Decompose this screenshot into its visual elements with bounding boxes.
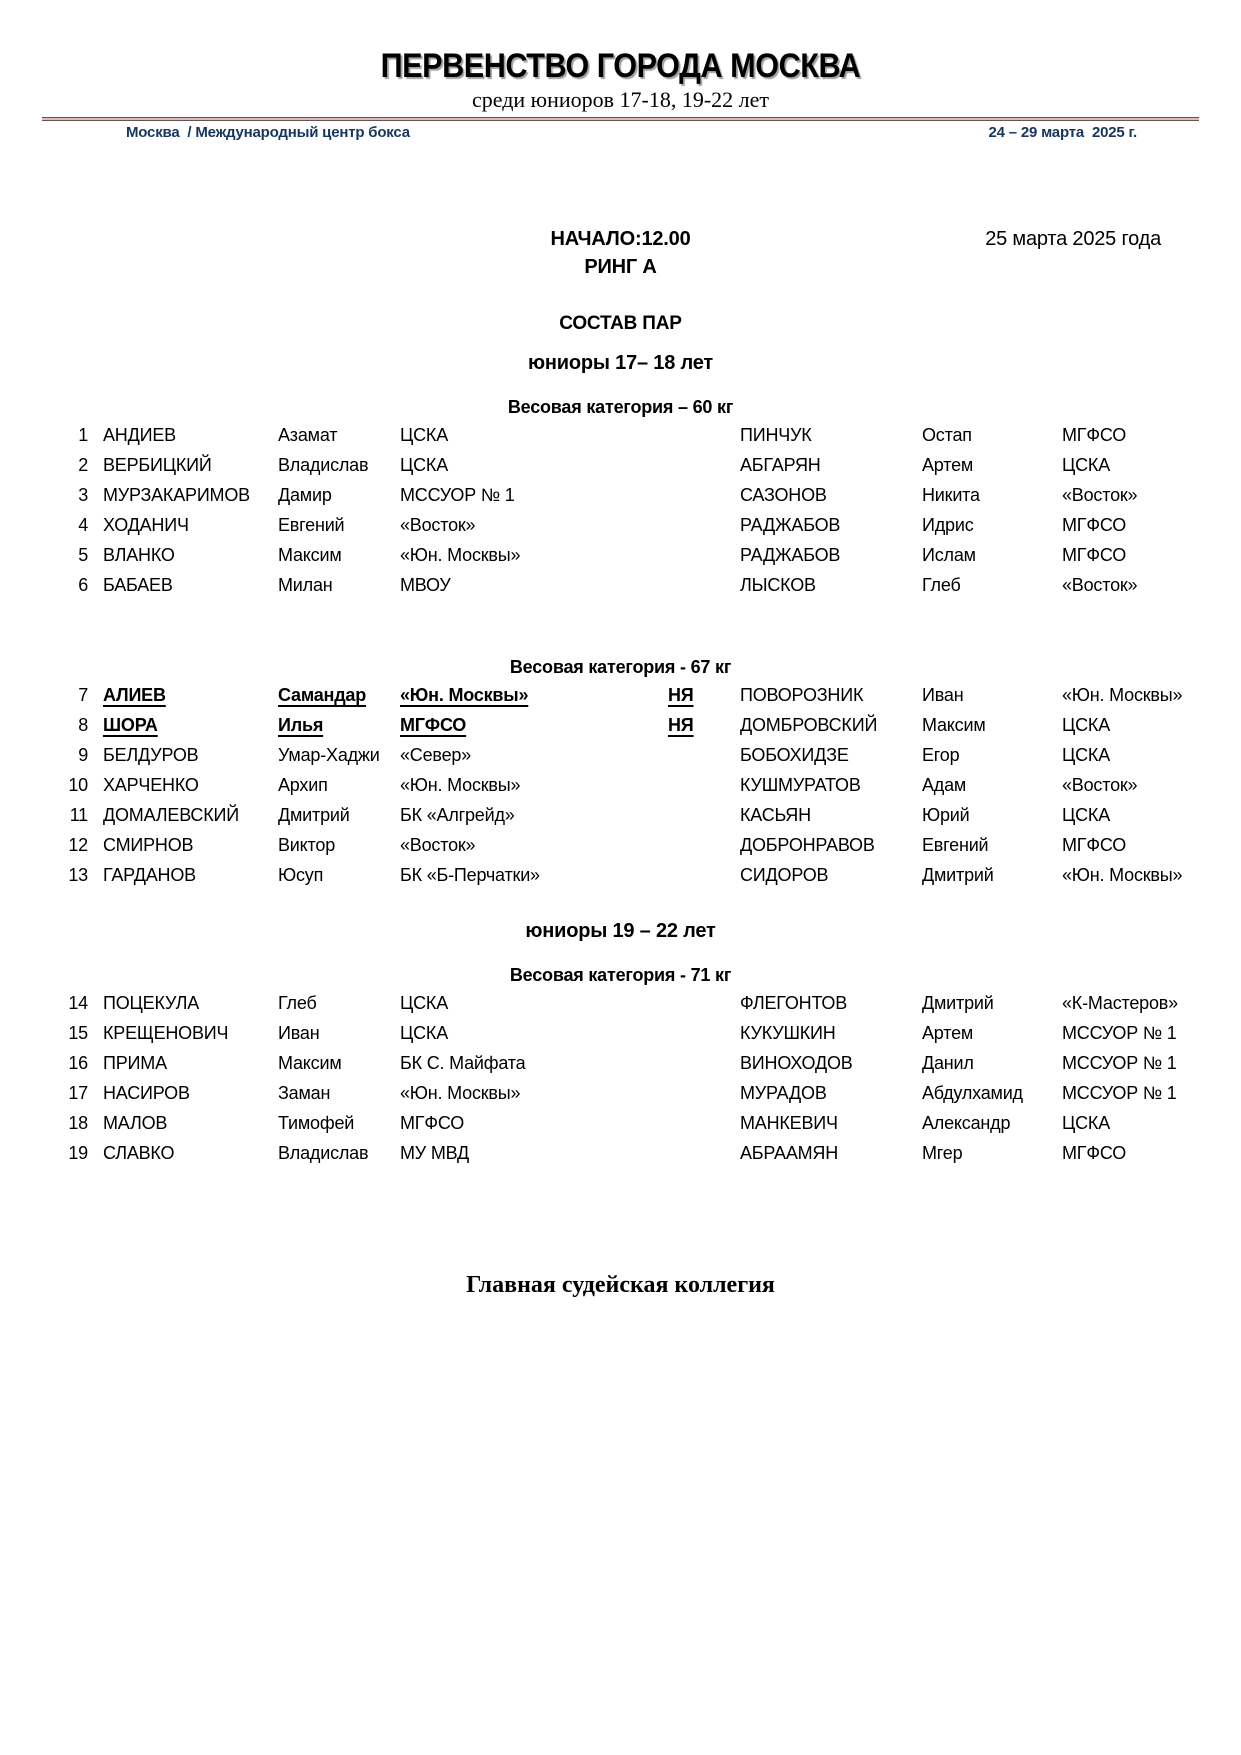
blue-club: ЦСКА	[1062, 1113, 1111, 1133]
bout-row	[0, 1108, 1241, 1138]
blue-surname: ДОМБРОВСКИЙ	[740, 715, 878, 735]
bout-row	[0, 1138, 1241, 1168]
blue-surname: ФЛЕГОНТОВ	[740, 993, 848, 1013]
red-name: Заман	[278, 1083, 331, 1103]
blue-surname: КУКУШКИН	[740, 1023, 836, 1043]
red-surname: МУРЗАКАРИМОВ	[103, 485, 250, 505]
bout-row	[0, 680, 1241, 710]
bout-number: 12	[68, 835, 88, 855]
blue-club: ЦСКА	[1062, 455, 1111, 475]
red-surname: АНДИЕВ	[103, 425, 176, 445]
blue-surname: РАДЖАБОВ	[740, 545, 841, 565]
page-title-text: ПЕРВЕНСТВО ГОРОДА МОСКВА	[380, 47, 861, 85]
dates-label: 24 – 29 марта 2025 г.	[988, 124, 1137, 141]
bout-number: 18	[68, 1113, 88, 1133]
red-surname: ВЕРБИЦКИЙ	[103, 455, 212, 475]
red-name: Азамат	[278, 425, 338, 445]
bout-row	[0, 1048, 1241, 1078]
blue-name: Юрий	[922, 805, 970, 825]
bout-row	[0, 988, 1241, 1018]
header-info-row	[0, 121, 1241, 142]
bout-note	[668, 860, 740, 890]
bout-row	[0, 480, 1241, 510]
blue-surname: ВИНОХОДОВ	[740, 1053, 853, 1073]
red-club: «Юн. Москвы»	[400, 685, 529, 705]
venue-label: Москва / Международный центр бокса	[126, 124, 410, 141]
red-name: Милан	[278, 575, 333, 595]
bout-number: 1	[78, 425, 88, 445]
red-surname: МАЛОВ	[103, 1113, 168, 1133]
blue-surname: АБРААМЯН	[740, 1143, 839, 1163]
blue-name: Дмитрий	[922, 993, 994, 1013]
bout-row	[0, 740, 1241, 770]
bout-number: 7	[78, 685, 88, 705]
blue-name: Александр	[922, 1113, 1011, 1133]
blue-name: Абдулхамид	[922, 1083, 1023, 1103]
red-surname: СЛАВКО	[103, 1143, 175, 1163]
bout-number: 14	[68, 993, 88, 1013]
bout-note	[668, 450, 740, 480]
blue-surname: БОБОХИДЗЕ	[740, 745, 849, 765]
bout-list	[0, 420, 1241, 600]
ring-label: РИНГ А	[584, 256, 657, 278]
bout-row	[0, 800, 1241, 830]
session-date: 25 марта 2025 года	[985, 228, 1161, 250]
weight-category	[0, 396, 1241, 600]
bout-number: 9	[78, 745, 88, 765]
bout-number: 17	[68, 1083, 88, 1103]
blue-surname: КАСЬЯН	[740, 805, 811, 825]
bout-note	[668, 800, 740, 830]
blue-name: Егор	[922, 745, 960, 765]
red-surname: ПОЦЕКУЛА	[103, 993, 200, 1013]
blue-club: МГФСО	[1062, 835, 1127, 855]
red-name: Максим	[278, 545, 342, 565]
blue-name: Евгений	[922, 835, 989, 855]
blue-club: МССУОР № 1	[1062, 1053, 1177, 1073]
bout-note	[668, 770, 740, 800]
red-surname: БАБАЕВ	[103, 575, 173, 595]
weight-category-heading: Весовая категория - 67 кг	[509, 657, 732, 677]
bout-note	[668, 480, 740, 510]
red-club: БК «Б-Перчатки»	[400, 865, 540, 885]
red-surname: АЛИЕВ	[103, 685, 166, 705]
bout-note	[668, 540, 740, 570]
page-subtitle: среди юниоров 17-18, 19-22 лет	[471, 87, 770, 112]
blue-surname: ЛЫСКОВ	[740, 575, 816, 595]
red-surname: СМИРНОВ	[103, 835, 194, 855]
footer-signature: Главная судейская коллегия	[466, 1272, 775, 1298]
red-name: Илья	[278, 715, 324, 735]
red-surname: ПРИМА	[103, 1053, 167, 1073]
bout-note: НЯ	[668, 685, 694, 705]
bout-row	[0, 510, 1241, 540]
blue-name: Артем	[922, 455, 974, 475]
blue-name: Данил	[922, 1053, 974, 1073]
blue-name: Иван	[922, 685, 964, 705]
weight-category	[0, 656, 1241, 890]
bout-note: НЯ	[668, 715, 694, 735]
red-club: ЦСКА	[400, 455, 449, 475]
bout-note	[668, 988, 740, 1018]
blue-name: Идрис	[922, 515, 974, 535]
bout-number: 15	[68, 1023, 88, 1043]
weight-category	[0, 964, 1241, 1168]
blue-surname: САЗОНОВ	[740, 485, 827, 505]
red-club: ЦСКА	[400, 1023, 449, 1043]
red-surname: ГАРДАНОВ	[103, 865, 196, 885]
blue-club: МГФСО	[1062, 545, 1127, 565]
blue-name: Глеб	[922, 575, 961, 595]
bout-list	[0, 680, 1241, 890]
bout-row	[0, 1078, 1241, 1108]
bout-sections	[0, 350, 1241, 1168]
blue-club: «Юн. Москвы»	[1062, 865, 1183, 885]
bout-note	[668, 1048, 740, 1078]
bout-note	[668, 830, 740, 860]
red-club: МВОУ	[400, 575, 451, 595]
bout-note	[668, 570, 740, 600]
bout-number: 10	[68, 775, 88, 795]
bout-number: 2	[78, 455, 88, 475]
red-surname: ВЛАНКО	[103, 545, 175, 565]
red-club: МССУОР № 1	[400, 485, 515, 505]
red-name: Тимофей	[278, 1113, 355, 1133]
red-club: ЦСКА	[400, 993, 449, 1013]
pairs-title: СОСТАВ ПАР	[559, 313, 682, 334]
blue-club: МГФСО	[1062, 515, 1127, 535]
blue-surname: МАНКЕВИЧ	[740, 1113, 838, 1133]
bout-note	[668, 1108, 740, 1138]
page-title	[0, 0, 1241, 86]
blue-club: МССУОР № 1	[1062, 1023, 1177, 1043]
red-surname: ХОДАНИЧ	[103, 515, 189, 535]
red-surname: ХАРЧЕНКО	[103, 775, 199, 795]
blue-club: МССУОР № 1	[1062, 1083, 1177, 1103]
blue-club: «Юн. Москвы»	[1062, 685, 1183, 705]
category-list	[0, 964, 1241, 1168]
bout-row	[0, 830, 1241, 860]
blue-club: МГФСО	[1062, 1143, 1127, 1163]
red-club: МГФСО	[400, 715, 467, 735]
blue-surname: ПИНЧУК	[740, 425, 812, 445]
blue-club: «Восток»	[1062, 775, 1138, 795]
blue-name: Остап	[922, 425, 972, 445]
bout-number: 6	[78, 575, 88, 595]
bout-row	[0, 770, 1241, 800]
age-group-heading: юниоры 19 – 22 лет	[525, 920, 716, 942]
blue-name: Максим	[922, 715, 986, 735]
bout-row	[0, 1018, 1241, 1048]
red-surname: ДОМАЛЕВСКИЙ	[103, 805, 239, 825]
bout-note	[668, 1078, 740, 1108]
red-club: МУ МВД	[400, 1143, 470, 1163]
bout-row	[0, 540, 1241, 570]
blue-surname: МУРАДОВ	[740, 1083, 827, 1103]
session-row	[0, 226, 1241, 252]
red-club: ЦСКА	[400, 425, 449, 445]
blue-surname: СИДОРОВ	[740, 865, 829, 885]
red-surname: КРЕЩЕНОВИЧ	[103, 1023, 229, 1043]
red-club: МГФСО	[400, 1113, 465, 1133]
red-surname: ШОРА	[103, 715, 158, 735]
red-surname: НАСИРОВ	[103, 1083, 190, 1103]
red-club: «Восток»	[400, 515, 476, 535]
bout-row	[0, 860, 1241, 890]
red-club: БК «Алгрейд»	[400, 805, 515, 825]
red-club: «Юн. Москвы»	[400, 545, 521, 565]
red-name: Самандар	[278, 685, 367, 705]
blue-name: Ислам	[922, 545, 976, 565]
bout-number: 8	[78, 715, 88, 735]
blue-club: МГФСО	[1062, 425, 1127, 445]
bout-note	[668, 740, 740, 770]
red-name: Дмитрий	[278, 805, 350, 825]
blue-surname: ПОВОРОЗНИК	[740, 685, 864, 705]
blue-name: Мгер	[922, 1143, 963, 1163]
bout-note	[668, 1138, 740, 1168]
blue-surname: ДОБРОНРАВОВ	[740, 835, 875, 855]
red-surname: БЕЛДУРОВ	[103, 745, 199, 765]
bout-note	[668, 420, 740, 450]
blue-club: «К-Мастеров»	[1062, 993, 1178, 1013]
bout-number: 3	[78, 485, 88, 505]
bout-number: 11	[69, 805, 88, 825]
red-club: «Юн. Москвы»	[400, 775, 521, 795]
age-group-section	[0, 918, 1241, 1168]
red-name: Виктор	[278, 835, 336, 855]
red-name: Евгений	[278, 515, 345, 535]
red-club: «Восток»	[400, 835, 476, 855]
bout-note	[668, 1018, 740, 1048]
document-header	[0, 0, 1241, 142]
red-name: Максим	[278, 1053, 342, 1073]
session-start-time: НАЧАЛО:12.00	[550, 228, 691, 250]
red-club: «Север»	[400, 745, 472, 765]
bout-row	[0, 450, 1241, 480]
red-name: Глеб	[278, 993, 317, 1013]
red-club: «Юн. Москвы»	[400, 1083, 521, 1103]
red-name: Владислав	[278, 1143, 369, 1163]
age-group-section	[0, 350, 1241, 890]
blue-name: Артем	[922, 1023, 974, 1043]
bout-list	[0, 988, 1241, 1168]
red-name: Архип	[278, 775, 328, 795]
category-list	[0, 396, 1241, 890]
blue-club: «Восток»	[1062, 575, 1138, 595]
bout-number: 5	[78, 545, 88, 565]
weight-category-heading: Весовая категория - 71 кг	[509, 965, 732, 985]
bout-number: 16	[68, 1053, 88, 1073]
bout-number: 19	[68, 1143, 88, 1163]
weight-category-heading: Весовая категория – 60 кг	[507, 397, 734, 417]
blue-club: ЦСКА	[1062, 745, 1111, 765]
bout-number: 13	[68, 865, 88, 885]
red-name: Юсуп	[278, 865, 324, 885]
bout-note	[668, 510, 740, 540]
blue-surname: РАДЖАБОВ	[740, 515, 841, 535]
bout-row	[0, 420, 1241, 450]
bout-row	[0, 710, 1241, 740]
blue-surname: КУШМУРАТОВ	[740, 775, 861, 795]
blue-club: ЦСКА	[1062, 715, 1111, 735]
red-name: Умар-Хаджи	[278, 745, 380, 765]
age-group-heading: юниоры 17– 18 лет	[528, 352, 713, 374]
red-name: Дамир	[278, 485, 332, 505]
red-name: Иван	[278, 1023, 320, 1043]
blue-name: Никита	[922, 485, 980, 505]
blue-name: Дмитрий	[922, 865, 994, 885]
bout-number: 4	[78, 515, 88, 535]
red-club: БК С. Майфата	[400, 1053, 526, 1073]
blue-surname: АБГАРЯН	[740, 455, 821, 475]
red-name: Владислав	[278, 455, 369, 475]
blue-club: ЦСКА	[1062, 805, 1111, 825]
bout-row	[0, 570, 1241, 600]
blue-name: Адам	[922, 775, 967, 795]
blue-club: «Восток»	[1062, 485, 1138, 505]
